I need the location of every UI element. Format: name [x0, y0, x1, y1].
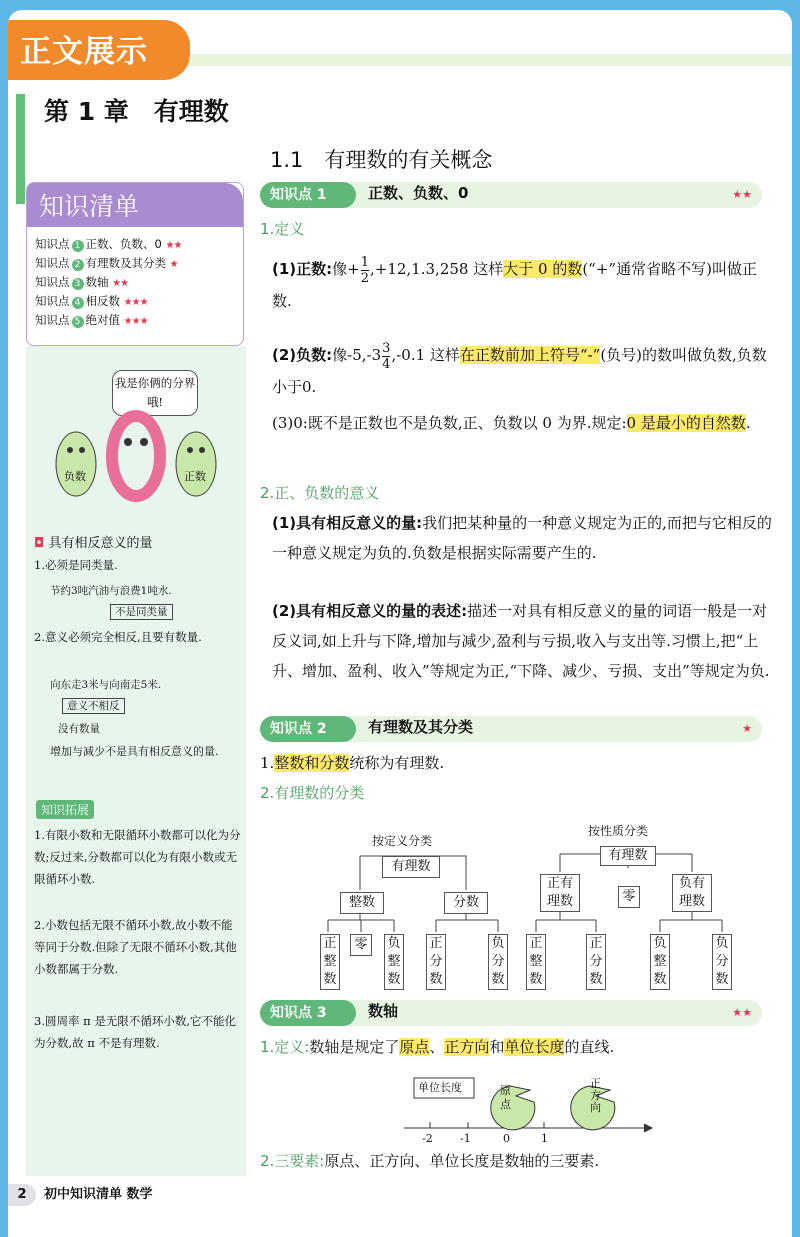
node-neg-rational: 负有理数	[672, 874, 712, 912]
kp1-meaning-1: (1)具有相反意义的量:我们把某种量的一种意义规定为正的,而把与它相反的一种意义规定为负的.负数是根据实际需要产生的.	[272, 514, 772, 562]
kp3-title: 数轴	[368, 1002, 399, 1020]
fraction: $\frac{1}{2}$	[360, 254, 370, 286]
kp1-meaning-2: (2)具有相反意义的量的表述:描述一对具有相反意义的量的词语一般是一对反义词,如上升与下降,增加与减少,盈利与亏损,收入与支出等.习惯上,把“上升、增加、盈利、收入”等规定为正,“下降、减少、亏损、支出”等规定为负.	[272, 602, 770, 680]
tick-label: 1	[541, 1132, 548, 1145]
kp1-heading-2: 2.正、负数的意义	[260, 484, 380, 502]
kp1-title: 正数、负数、0	[368, 184, 469, 202]
note-1-example: 节约3吨汽油与浪费1吨水.	[50, 585, 172, 597]
star-icon: ★★	[732, 1006, 752, 1019]
chapter-title: 第 1 章 有理数	[44, 97, 229, 126]
star-icon: ★★★	[123, 316, 148, 327]
node-pos-rational: 正有理数	[540, 874, 580, 912]
number-line-diagram	[400, 1066, 660, 1146]
node-neg-int: 负整数	[384, 934, 404, 990]
kp3-bar	[260, 1000, 762, 1026]
note-2-tag2: 没有数量	[58, 723, 100, 735]
diagram-caption-definition: 按定义分类	[372, 834, 433, 848]
positive-direction-label: 正方向	[590, 1077, 601, 1114]
kp1-negative: (2)负数:像-5,-3 $\frac{3}{4}$ ,-0.1 这样在正数前加上符号“-”(负号)的数叫做负数,负数小于0.	[272, 340, 767, 396]
star-icon: ★	[742, 722, 752, 735]
knowledge-item[interactable]: 知识点 1 正数、负数、0 ★★	[35, 237, 182, 251]
knowledge-item[interactable]: 知识点 4 相反数 ★★★	[35, 294, 148, 308]
knowledge-list	[27, 227, 243, 330]
node-pos-int: 正整数	[320, 934, 340, 990]
kp1-zero: (3)0:既不是正数也不是负数,正、负数以 0 为界.规定:0 是最小的自然数.	[272, 414, 751, 432]
diagram-caption-property: 按性质分类	[588, 824, 649, 838]
chapter-rule	[16, 94, 25, 204]
node-zero-2: 零	[618, 886, 640, 908]
knowledge-item[interactable]: 知识点 3 数轴 ★★	[35, 275, 129, 289]
kp2-badge: 知识点 2	[260, 716, 356, 742]
cartoon-illustration	[46, 406, 226, 506]
kp1-positive: (1)正数:像+ $\frac{1}{2}$ ,+12,1.3,258 这样大于 0 的数(“+”通常省略不写)叫做正数.	[272, 254, 757, 310]
tick-label: -2	[422, 1132, 433, 1145]
kp3-badge: 知识点 3	[260, 1000, 356, 1026]
node-fraction: 分数	[444, 892, 488, 914]
fraction: $\frac{3}{4}$	[382, 340, 391, 372]
kp2-bar	[260, 716, 762, 742]
kp2-heading-2: 2.有理数的分类	[260, 784, 365, 802]
origin-label: 原点	[500, 1084, 511, 1111]
kp2-title: 有理数及其分类	[368, 718, 474, 736]
kp1-bar	[260, 182, 762, 208]
page-number: 2	[8, 1184, 36, 1206]
ext-3: 3.圆周率 π 是无限不循环小数,它不能化为分数,故 π 不是有理数.	[34, 1014, 236, 1050]
knowledge-item[interactable]: 知识点 5 绝对值 ★★★	[35, 313, 148, 327]
note-1-tag: 不是同类量	[110, 604, 173, 620]
footer-text: 初中知识清单 数学	[44, 1187, 153, 1202]
footer	[8, 1180, 792, 1220]
knowledge-list-title: 知识清单	[27, 183, 243, 227]
side-notes	[26, 346, 246, 1176]
kp3-three-elements: 2.三要素:原点、正方向、单位长度是数轴的三要素.	[260, 1152, 600, 1170]
ext-1: 1.有限小数和无限循环小数都可以化为分数;反过来,分数都可以化为有限小数或无限循环小数.	[34, 828, 241, 886]
star-icon: ★★	[732, 188, 752, 201]
node-pos-frac-2: 正分数	[586, 934, 606, 990]
char-left-label: 负数	[64, 470, 86, 483]
node-rational-2: 有理数	[600, 846, 656, 866]
kp2-line-1: 1.整数和分数统称为有理数.	[260, 754, 445, 772]
knowledge-list-box	[26, 182, 244, 346]
star-icon: ★★	[165, 240, 182, 251]
node-neg-int-2: 负整数	[650, 934, 670, 990]
note-title: ◘ 具有相反意义的量	[34, 536, 153, 551]
node-zero: 零	[350, 934, 372, 956]
star-icon: ★★★	[123, 297, 148, 308]
char-right-label: 正数	[184, 470, 206, 483]
note-2-example: 向东走3米与向南走5米.	[50, 679, 162, 691]
node-pos-frac: 正分数	[426, 934, 446, 990]
kp3-definition: 1.定义:数轴是规定了原点、正方向和单位长度的直线.	[260, 1038, 615, 1056]
page	[8, 10, 792, 1237]
speech-bubble: 我是你俩的分界哦!	[112, 370, 198, 416]
tick-label: 0	[503, 1132, 510, 1145]
node-rational: 有理数	[382, 856, 440, 878]
header-tab-label: 正文展示	[20, 34, 148, 70]
star-icon: ★	[169, 259, 178, 270]
note-2-tag: 意义不相反	[62, 698, 125, 714]
star-icon: ★★	[112, 278, 129, 289]
kp1-heading-1: 1.定义	[260, 220, 305, 238]
unit-length-label: 单位长度	[418, 1081, 462, 1094]
extension-badge: 知识拓展	[36, 800, 94, 819]
node-integer: 整数	[340, 892, 384, 914]
node-neg-frac-2: 负分数	[712, 934, 732, 990]
note-2: 2.意义必须完全相反,且要有数量.	[34, 630, 202, 644]
note-2-example2: 增加与减少不是具有相反意义的量.	[50, 745, 219, 758]
node-pos-int-2: 正整数	[526, 934, 546, 990]
knowledge-item[interactable]: 知识点 2 有理数及其分类 ★	[35, 256, 178, 270]
node-neg-frac: 负分数	[488, 934, 508, 990]
section-title: 1.1 有理数的有关概念	[270, 148, 493, 172]
note-1: 1.必须是同类量.	[34, 558, 118, 572]
header-tab	[8, 20, 190, 80]
ext-2: 2.小数包括无限不循环小数,故小数不能等同于分数.但除了无限不循环小数,其他小数都属于分数.	[34, 918, 237, 976]
classification-diagram	[300, 816, 764, 996]
tick-label: -1	[460, 1132, 471, 1145]
kp1-badge: 知识点 1	[260, 182, 356, 208]
